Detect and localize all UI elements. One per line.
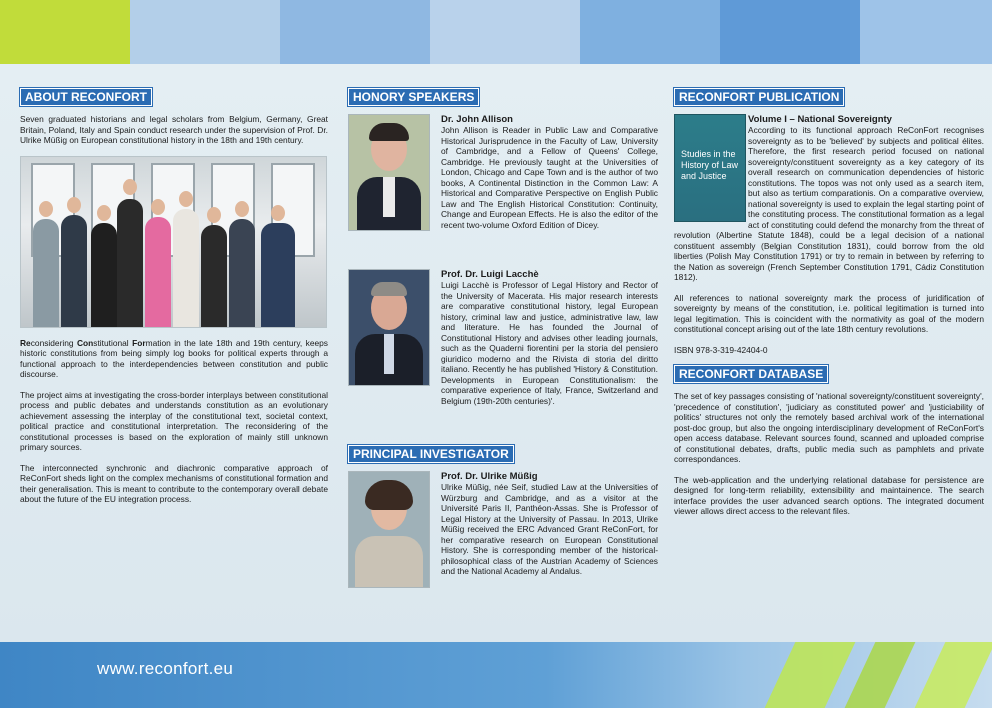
speaker-allison	[348, 114, 658, 269]
database-heading: RECONFORT DATABASE	[674, 365, 828, 383]
publication-volume: Volume I – National Sovereignty	[748, 114, 892, 125]
mussig-bio: Ulrike Müßig, née Seif, studied Law at the Universities of Würzburg and Cambridge, and as a visitor at the Université Paris II, Panthéon-Assas. She is Professor of Legal History at the University of Passau. In 2013, Ulrike Müßig received the ERC Advanced Grant ReConFort, for her comparative research on European Constitutional History. She is corresponding member of the historical-philosophical class of the Austrian Academy of Sciences and the National Academy al Andalus.	[441, 482, 658, 576]
speaker-lacche	[348, 269, 658, 445]
publication-p2: All references to national sovereignty mark the process of juridification of sovereignty by means of the constitution, i.e. political legitimation is turned into legal legitimation. This is coincident with the normativity as goal of the modern constitutional concept arising out of the late 18th century revolutions.	[674, 292, 984, 334]
decor-glass-3	[915, 642, 992, 708]
publication-heading: RECONFORT PUBLICATION	[674, 88, 844, 106]
publication-column	[674, 88, 984, 527]
top-color-bar	[0, 0, 992, 64]
acronym-re: Re	[20, 337, 31, 348]
speakers-column	[348, 88, 658, 626]
allison-name: Dr. John Allison	[441, 114, 513, 125]
allison-portrait	[348, 114, 430, 231]
footer-url[interactable]: www.reconfort.eu	[97, 659, 234, 678]
speakers-heading: HONORY SPEAKERS	[348, 88, 479, 106]
publication-text-body: According to its functional approach ReConFort recognises sovereignty as to be 'believed' by subjects and political élites. Therefore, the first research period focused on national sovereignty/constituent sovereignty as a key category of its overall research on communication dependencies of historic constitutions. The topos was not only used as a search item, but also as tertium comparationis. On a comparative overview, national sovereignty is used to explain the legal starting point of the constituting process. The constitutional formation as a legal act of constituting could defend the monarchy from the threat of revolution (Albertine Statute 1848), could be a legal decision of a national constituent assembly (Belgian Constitution 1831), could borrow from the old liberties (Polish May Constitution 1791) or try to remain in between by referring to the Nation as sovereign (French September Constitution 1791, Cádiz Constitution 1812).	[674, 125, 984, 282]
about-column	[20, 88, 328, 515]
investigator	[348, 471, 658, 626]
mussig-portrait	[348, 471, 430, 588]
mussig-name: Prof. Dr. Ulrike Müßig	[441, 471, 538, 482]
about-p3: The interconnected synchronic and diachronic comparative approach of ReConFort sheds light on the complex mechanisms of constitutional formation and their generalisation. This is meant to contribute to the contemporary overall debate about the future of the EU integration process.	[20, 462, 328, 504]
allison-bio: John Allison is Reader in Public Law and Comparative Historical Jurisprudence in the Faculty of Law, University of Cambridge, and a Fellow of Queens' College, Cambridge. He previously taught at the Universities of London, Chicago and Cape Town and is the author of two books, A Continental Distinction in the Common Law: A Historical and Comparative Perspective on English Public Law and The English Historical Constitution: Continuity, Change and European Effects. He is also the editor of the recent two-volume Oxford Edition of Dicey.	[441, 125, 658, 230]
acronym-con: Con	[77, 337, 94, 348]
decor-glass-2	[845, 642, 916, 708]
decor-glass-1	[765, 642, 856, 708]
footer-bar	[0, 642, 992, 708]
about-p1-rest: ion in the late 18th and 19th century, keeps historic constitutions from being simply log books for political experts through a functional approach to the interdependencies between constitution and public discourse.	[20, 337, 328, 379]
about-intro: Seven graduated historians and legal scholars from Belgium, Germany, Great Britain, Poland, Italy and Spain conduct research under the supervision of Prof. Dr. Ulrike Müßig on European constitutional history in the 18th and 19th century.	[20, 114, 328, 145]
database-p1: The set of key passages consisting of 'national sovereignty/constituent sovereignty', 'precedence of constitution', 'judiciary as constituted power' and 'justiciability of politics' structures not only the remotely based archival work of the international post-doc group, but also the ongoing interdisciplinary development of ReConFort's open access database. Relevant sources found, scanned and uploaded comprise of constitutional debates, drafts, public media such as pamphlets and private correspondances.	[674, 391, 984, 464]
about-acronym-paragraph	[20, 338, 328, 380]
lacche-name: Prof. Dr. Luigi Lacchè	[441, 269, 539, 280]
lacche-bio: Luigi Lacchè is Professor of Legal History and Rector of the University of Macerata. His major research interests are comparative constitutional history, legal European history, criminal law and justice, administrative law, law and literature. He has founded the Journal of Constitutional History and advises other leading journals, such as the Quaderni fiorentini per la storia del pensiero giuridico moderno and the Rivista di storia del diritto italiano. Recently he has published 'History & Constitution. Developments in European Constitutionalism: the comparative experience of Italy, France, Switzerland and Belgium (19th-20th centuries)'.	[441, 280, 658, 406]
acronym-for: For	[132, 337, 146, 348]
investigator-heading: PRINCIPAL INVESTIGATOR	[348, 445, 514, 463]
about-p2: The project aims at investigating the cross-border interplays between constitutional process and public debates and understands constitution as an evolutionary achievement assessing the interplay of the constitutional text, societal context, political practice and constitutional interpretation. The reconsidering of the constitutional processes is based on the exploration of mainly still unknown primary sources.	[20, 389, 328, 452]
book-cover	[674, 114, 746, 222]
book-title: Studies in the History of Law and Justice	[681, 149, 739, 181]
acronym-considering: considering	[30, 337, 77, 348]
acronym-mat: mat	[145, 337, 160, 348]
acronym-stitutional: stitutional	[93, 337, 133, 348]
database-p2: The web-application and the underlying relational database for persistence are designed for long-term reliability, extensibility and maintainence. The search interface provides the user advanced search options. The integrated document viewer allows direct access to the relevant files.	[674, 474, 984, 516]
about-heading: ABOUT RECONFORT	[20, 88, 152, 106]
publication-isbn: ISBN 978-3-319-42404-0	[674, 344, 768, 355]
publication-block	[674, 114, 984, 283]
lacche-portrait	[348, 269, 430, 386]
team-photo	[20, 156, 327, 328]
